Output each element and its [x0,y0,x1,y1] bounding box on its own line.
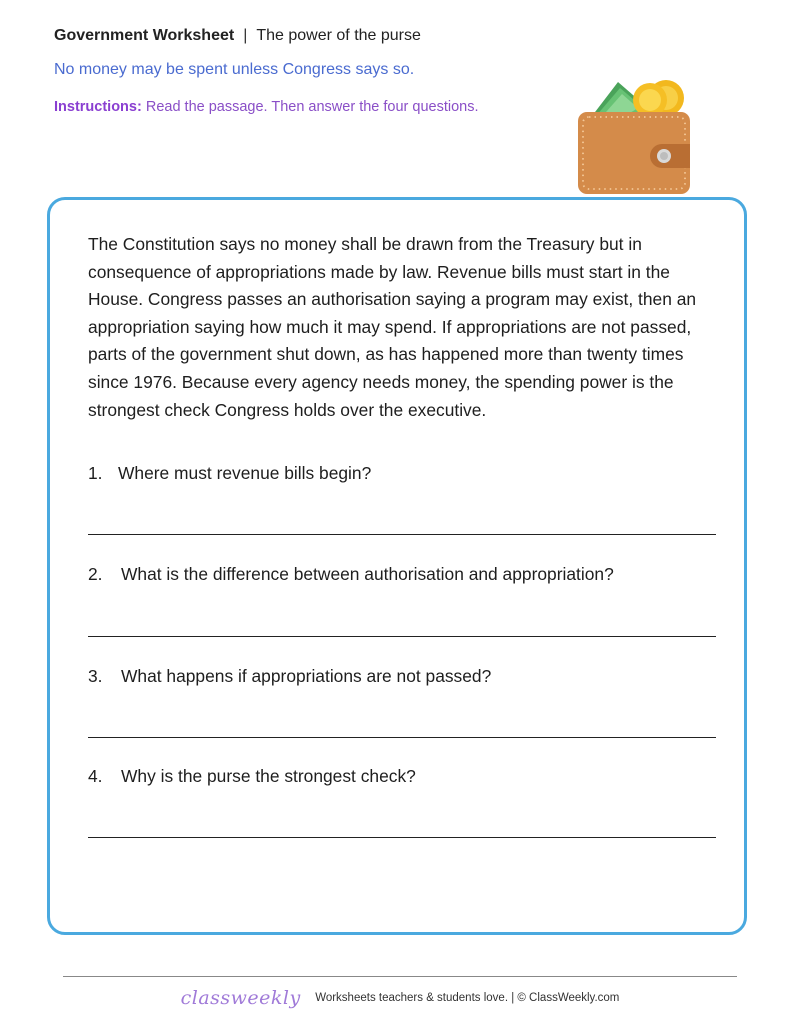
question-number: 2. [88,564,103,584]
question-text: What is the difference between authorisation and appropriation? [121,564,614,584]
instructions-label: Instructions: [54,99,142,115]
footer-tagline: Worksheets teachers & students love. | © ClassWeekly.com [315,992,620,1004]
question-number: 3. [88,666,103,686]
answer-line-4[interactable] [88,837,716,838]
footer [0,987,800,1009]
worksheet-subtitle: No money may be spent unless Congress says so. [54,61,415,78]
question-number: 1. [88,463,103,483]
wallet-icon [576,78,692,196]
worksheet-topic: The power of the purse [256,27,421,44]
question-4 [88,765,718,787]
reading-passage: The Constitution says no money shall be drawn from the Treasury but in consequence of appropriations made by law. Revenue bills must start in the House. Congress passes an authorisation saying a program may exist, then an appropriation saying how much it may spend. If appropriations are not passed, parts of the government shut down, as has happened more than twenty times since 1976. Because every agency needs money, the spending power is the strongest check Congress holds over the executive. [88,234,697,420]
question-number: 4. [88,766,103,786]
passage-card [47,197,747,935]
answer-line-3[interactable] [88,737,716,738]
worksheet-header [54,26,574,116]
question-text: Why is the purse the strongest check? [121,766,416,786]
instructions [54,98,574,116]
title-line [54,26,574,46]
question-1 [88,462,718,484]
question-2 [88,563,718,585]
footer-divider [63,976,737,977]
answer-line-2[interactable] [88,636,716,637]
answer-line-1[interactable] [88,534,716,535]
question-text: Where must revenue bills begin? [118,463,372,483]
worksheet-subject: Government Worksheet [54,27,235,44]
question-text: What happens if appropriations are not passed? [121,666,492,686]
title-separator: | [243,27,248,44]
question-3 [88,665,718,687]
brand-logo: classweekly [180,987,301,1009]
instructions-text: Read the passage. Then answer the four questions. [145,99,479,115]
